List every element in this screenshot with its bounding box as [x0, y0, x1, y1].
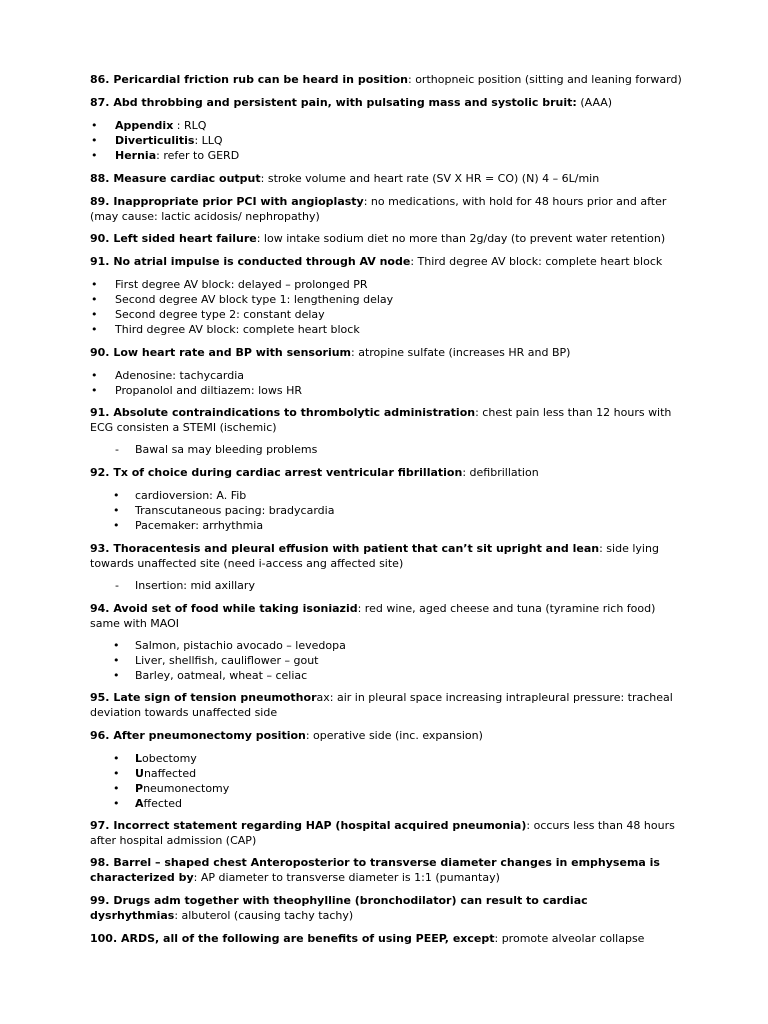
list-item: • Unaffected: [113, 767, 197, 780]
list-item: • cardioversion: A. Fib: [113, 489, 247, 502]
bullet-icon: •: [113, 639, 120, 652]
bullet-icon: •: [91, 119, 98, 132]
item-88: 88. Measure cardiac output: stroke volume and heart rate (SV X HR = CO) (N) 4 – 6L/min: [90, 172, 600, 185]
bullet-icon: •: [91, 323, 98, 336]
bullet-icon: •: [113, 669, 120, 682]
list-item: • Affected: [113, 797, 182, 810]
list-item: • Second degree AV block type 1: lengthening delay: [91, 293, 394, 306]
list-item: • Salmon, pistachio avocado – levedopa: [113, 639, 346, 652]
item-92: 92. Tx of choice during cardiac arrest ventricular fibrillation: defibrillation: [90, 466, 539, 479]
list-item: • Transcutaneous pacing: bradycardia: [113, 504, 335, 517]
bullet-icon: •: [91, 278, 98, 291]
list-item: • Propanolol and diltiazem: lows HR: [91, 384, 302, 397]
bullet-icon: •: [113, 797, 120, 810]
list-item: • Third degree AV block: complete heart block: [91, 323, 360, 336]
dash-marker: -: [115, 443, 119, 456]
bullet-icon: •: [91, 293, 98, 306]
item-93: 93. Thoracentesis and pleural effusion with patient that can’t sit upright and lean: side lying towards unaffected site (need i-access ang affected site): [90, 542, 659, 570]
item-91: 91. No atrial impulse is conducted through AV node: Third degree AV block: complete heart block: [90, 255, 663, 268]
list-item: • Diverticulitis: LLQ: [91, 134, 223, 147]
list-item: • Pacemaker: arrhythmia: [113, 519, 264, 532]
list-item: • First degree AV block: delayed – prolonged PR: [91, 278, 368, 291]
bullet-icon: •: [113, 767, 120, 780]
list-item: • Appendix : RLQ: [91, 119, 207, 132]
item-96: 96. After pneumonectomy position: operative side (inc. expansion): [90, 729, 483, 742]
item-95: 95. Late sign of tension pneumothorax: air in pleural space increasing intrapleural pressure: tracheal deviation towards unaffected side: [90, 691, 673, 719]
bullet-icon: •: [113, 504, 120, 517]
list-item: • Liver, shellfish, cauliflower – gout: [113, 654, 319, 667]
list-item: - Insertion: mid axillary: [115, 579, 255, 592]
item-90b: 90. Low heart rate and BP with sensorium: atropine sulfate (increases HR and BP): [90, 346, 571, 359]
list-item: • Adenosine: tachycardia: [91, 369, 244, 382]
list-item: • Hernia: refer to GERD: [91, 149, 240, 162]
item-87: 87. Abd throbbing and persistent pain, with pulsating mass and systolic bruit: (AAA): [90, 96, 613, 109]
item-94: 94. Avoid set of food while taking isoniazid: red wine, aged cheese and tuna (tyramine rich food) same with MAOI: [90, 602, 656, 630]
list-item: • Lobectomy: [113, 752, 197, 765]
item-86: 86. Pericardial friction rub can be heard in position: orthopneic position (sitting and leaning forward): [90, 73, 682, 86]
bullet-icon: •: [91, 134, 98, 147]
item-90: 90. Left sided heart failure: low intake sodium diet no more than 2g/day (to prevent water retention): [90, 232, 666, 245]
bullet-icon: •: [91, 149, 98, 162]
item-91b: 91. Absolute contraindications to thrombolytic administration: chest pain less than 12 hours with ECG consisten a STEMI (ischemic): [90, 406, 672, 434]
bullet-icon: •: [113, 752, 120, 765]
bullet-icon: •: [91, 369, 98, 382]
list-item: • Second degree type 2: constant delay: [91, 308, 325, 321]
bullet-icon: •: [113, 782, 120, 795]
bullet-icon: •: [91, 384, 98, 397]
item-100: 100. ARDS, all of the following are benefits of using PEEP, except: promote alveolar collapse: [90, 932, 645, 945]
item-97: 97. Incorrect statement regarding HAP (hospital acquired pneumonia): occurs less than 48 hours after hospital admission (CAP): [90, 819, 675, 847]
bullet-icon: •: [113, 519, 120, 532]
bullet-icon: •: [113, 654, 120, 667]
list-item: • Pneumonectomy: [113, 782, 230, 795]
bullet-icon: •: [91, 308, 98, 321]
dash-marker: -: [115, 579, 119, 592]
bullet-icon: •: [113, 489, 120, 502]
list-item: • Barley, oatmeal, wheat – celiac: [113, 669, 308, 682]
item-98: 98. Barrel – shaped chest Anteroposterior to transverse diameter changes in emphysema is characterized by: AP diameter to transverse diameter is 1:1 (pumantay): [90, 856, 660, 884]
item-99: 99. Drugs adm together with theophylline (bronchodilator) can result to cardiac dysrhythmias: albuterol (causing tachy tachy): [90, 894, 588, 922]
list-item: - Bawal sa may bleeding problems: [115, 443, 318, 456]
item-89: 89. Inappropriate prior PCI with angioplasty: no medications, with hold for 48 hours prior and after (may cause: lactic acidosis/ nephropathy): [90, 195, 667, 223]
